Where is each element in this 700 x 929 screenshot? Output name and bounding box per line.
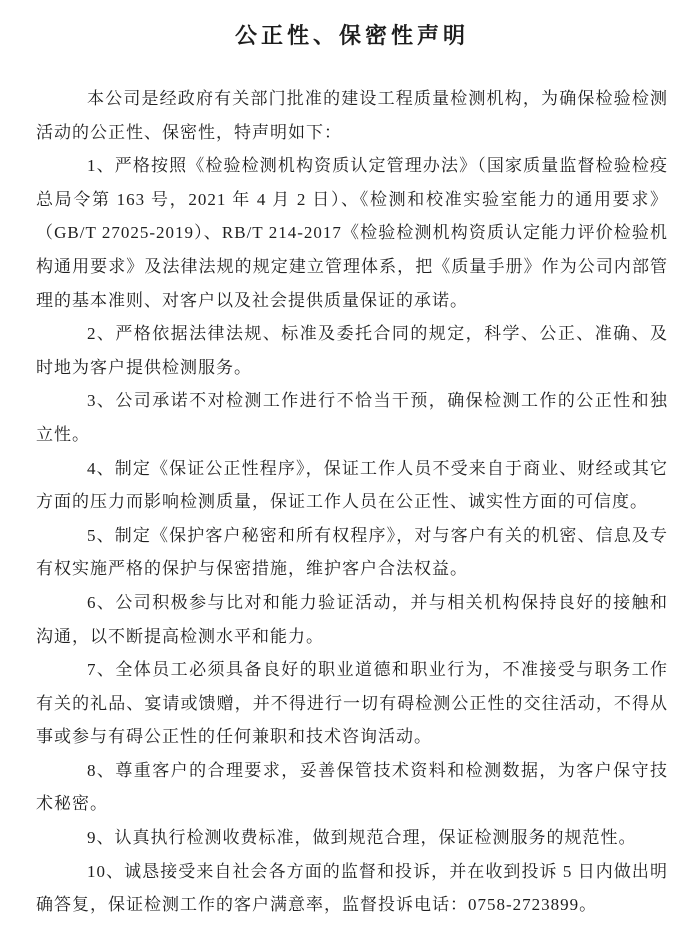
statement-item-10: 10、诚恳接受来自社会各方面的监督和投诉，并在收到投诉 5 日内做出明确答复，保证检测工作的客户满意率，监督投诉电话：0758-2723899。 — [36, 861, 668, 915]
statement-item-7: 7、全体员工必须具备良好的职业道德和职业行为，不准接受与职务工作有关的礼品、宴请或馈赠，并不得进行一切有碍检测公正性的交往活动，不得从事或参与有碍公正性的任何兼职和技术咨询活动。 — [36, 660, 668, 747]
statement-item-1: 1、严格按照《检验检测机构资质认定管理办法》（国家质量监督检验检疫总局令第 163 号，2021 年 4 月 2 日）、《检测和校准实验室能力的通用要求》（GB/T 27025-2019）、RB/T 214-2017《检验检测机构资质认定能力评价检验机构通用要求》及法律法规的规定建立管理体系，把《质量手册》作为公司内部管理的基本准则、对客户以及社会提供质量保证的承诺。 — [36, 156, 668, 310]
statement-item-8: 8、尊重客户的合理要求，妥善保管技术资料和检测数据，为客户保守技术秘密。 — [36, 760, 668, 814]
intro-paragraph: 本公司是经政府有关部门批准的建设工程质量检测机构，为确保检验检测活动的公正性、保密性，特声明如下： — [36, 89, 668, 142]
statement-item-2: 2、严格依据法律法规、标准及委托合同的规定，科学、公正、准确、及时地为客户提供检测服务。 — [36, 324, 668, 377]
document-title: 公正性、保密性声明 — [234, 23, 469, 48]
statement-item-4: 4、制定《保证公正性程序》，保证工作人员不受来自于商业、财经或其它方面的压力而影响检测质量，保证工作人员在公正性、诚实性方面的可信度。 — [36, 458, 668, 512]
statement-item-9: 9、认真执行检测收费标准，做到规范合理，保证检测服务的规范性。 — [87, 828, 637, 848]
statement-item-3: 3、公司承诺不对检测工作进行不恰当干预，确保检测工作的公正性和独立性。 — [36, 391, 668, 444]
statement-item-6: 6、公司积极参与比对和能力验证活动，并与相关机构保持良好的接触和沟通，以不断提高检测水平和能力。 — [36, 592, 668, 646]
statement-item-5: 5、制定《保护客户秘密和所有权程序》，对与客户有关的机密、信息及专有权实施严格的保护与保密措施，维护客户合法权益。 — [36, 525, 668, 579]
